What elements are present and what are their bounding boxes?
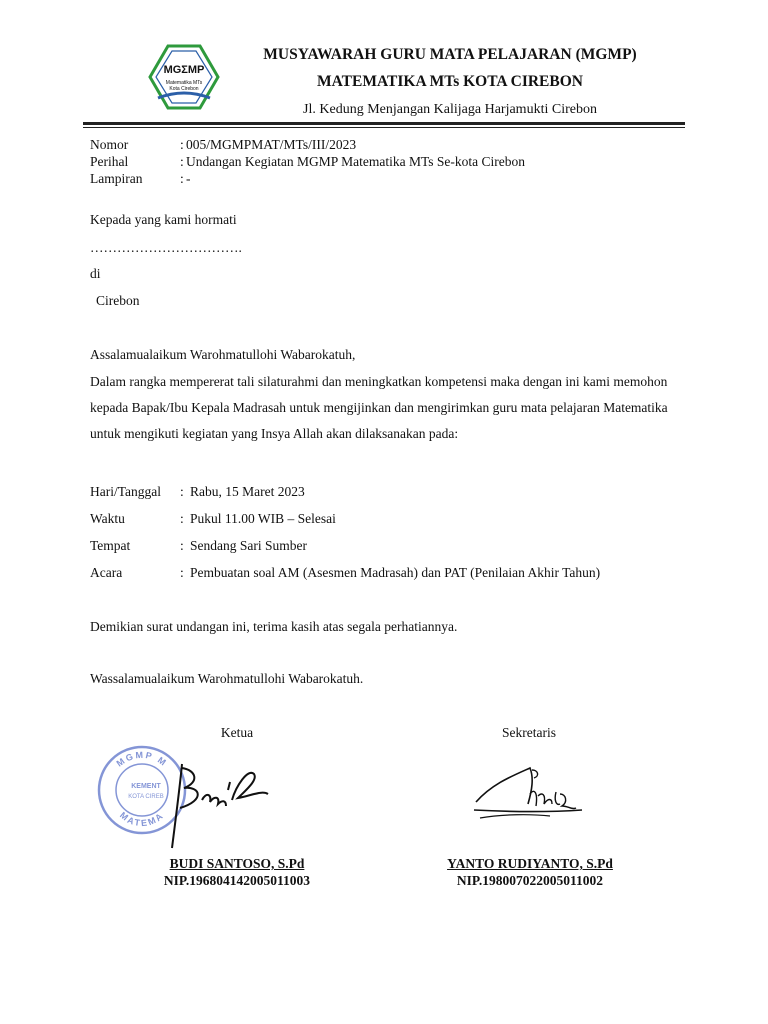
body-line-3: untuk mengikuti kegiatan yang Insya Allah akan dilaksanakan pada: bbox=[90, 426, 459, 441]
logo-text: MGΣMP bbox=[163, 64, 205, 76]
meta-value: Undangan Kegiatan MGMP Matematika MTs Se-kota Cirebon bbox=[186, 154, 525, 169]
detail-value: Sendang Sari Sumber bbox=[190, 538, 307, 553]
meta-sep: : bbox=[180, 137, 184, 152]
detail-row-place bbox=[90, 538, 650, 554]
meta-value: 005/MGMPMAT/MTs/III/2023 bbox=[186, 137, 357, 152]
meta-sep: : bbox=[180, 154, 184, 169]
stamp-arc-top: MGMP M bbox=[114, 749, 170, 769]
signature-nip-left: NIP.196804142005011003 bbox=[163, 873, 311, 888]
detail-sep: : bbox=[180, 484, 184, 499]
detail-value: Pukul 11.00 WIB – Selesai bbox=[190, 511, 336, 526]
meta-label: Perihal bbox=[90, 154, 129, 169]
mgmp-logo bbox=[148, 44, 220, 110]
recipient-greeting: Kepada yang kami hormati bbox=[90, 212, 237, 227]
detail-sep: : bbox=[180, 538, 184, 553]
salam-opening: Assalamualaikum Warohmatullohi Wabarokatuh, bbox=[90, 347, 356, 362]
meta-row-lampiran bbox=[90, 171, 610, 187]
signature-role-left: Ketua bbox=[220, 725, 254, 740]
detail-sep: : bbox=[180, 511, 184, 526]
meta-row-perihal bbox=[90, 154, 610, 170]
detail-sep: : bbox=[180, 565, 184, 580]
meta-row-nomor bbox=[90, 137, 610, 153]
signature-name-right: YANTO RUDIYANTO, S.Pd bbox=[447, 856, 613, 871]
detail-label: Acara bbox=[90, 565, 123, 580]
signature-ketua bbox=[166, 756, 276, 852]
meta-label: Nomor bbox=[90, 137, 129, 152]
letterhead-rule-thin bbox=[83, 127, 685, 128]
detail-label: Hari/Tanggal bbox=[90, 484, 162, 499]
stamp-inner-1: KEMENT bbox=[131, 783, 161, 790]
detail-value: Rabu, 15 Maret 2023 bbox=[190, 484, 305, 499]
letterhead-rule-thick bbox=[83, 122, 685, 125]
recipient-city: Cirebon bbox=[96, 293, 140, 308]
letterhead-address: Jl. Kedung Menjangan Kalijaga Harjamukti Cirebon bbox=[303, 102, 597, 117]
stamp-inner-2: KOTA CIREB bbox=[128, 794, 164, 800]
meta-label: Lampiran bbox=[90, 171, 143, 186]
signature-nip-right: NIP.198007022005011002 bbox=[456, 873, 604, 888]
letterhead-title-1: MUSYAWARAH GURU MATA PELAJARAN (MGMP) bbox=[263, 46, 637, 63]
meta-sep: : bbox=[180, 171, 184, 186]
detail-row-date bbox=[90, 484, 650, 500]
svg-text:MATEMA bbox=[118, 810, 166, 828]
letterhead-title-2: MATEMATIKA MTs KOTA CIREBON bbox=[317, 73, 583, 90]
stamp-arc-bottom: MATEMA bbox=[117, 809, 167, 829]
detail-row-event bbox=[90, 565, 650, 581]
logo-caption-1: Matematika MTs bbox=[165, 80, 203, 86]
detail-row-time bbox=[90, 511, 650, 527]
detail-label: Waktu bbox=[90, 511, 125, 526]
signature-role-right: Sekretaris bbox=[502, 725, 556, 740]
recipient-dots: ……………………………. bbox=[90, 240, 242, 255]
signature-name-left: BUDI SANTOSO, S.Pd bbox=[169, 856, 305, 871]
closing-thanks: Demikian surat undangan ini, terima kasih atas segala perhatiannya. bbox=[90, 619, 458, 634]
meta-value: - bbox=[186, 171, 191, 186]
body-line-2: kepada Bapak/Ibu Kepala Madrasah untuk mengijinkan dan mengirimkan guru mata pelajaran Matematika bbox=[90, 400, 668, 415]
recipient-di: di bbox=[90, 266, 101, 281]
detail-label: Tempat bbox=[90, 538, 131, 553]
signature-sekretaris bbox=[472, 764, 584, 826]
logo-caption-2: Kota Cirebon bbox=[169, 86, 199, 92]
body-line-1: Dalam rangka mempererat tali silaturahmi dan meningkatkan kompetensi maka dengan ini kami memohon bbox=[90, 374, 668, 389]
salam-closing: Wassalamualaikum Warohmatullohi Wabarokatuh. bbox=[90, 671, 364, 686]
detail-value: Pembuatan soal AM (Asesmen Madrasah) dan PAT (Penilaian Akhir Tahun) bbox=[190, 565, 601, 580]
